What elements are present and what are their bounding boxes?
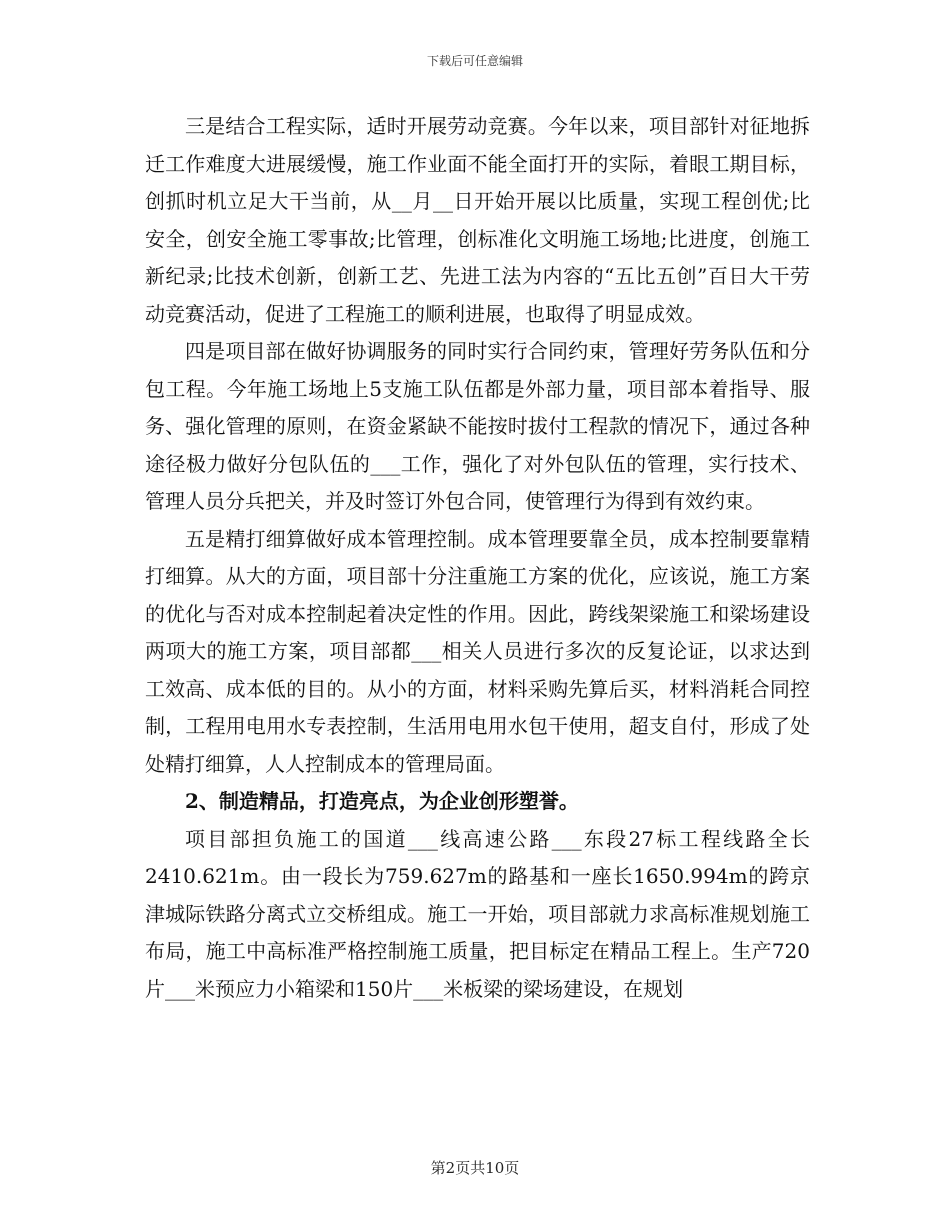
page-footer: 第2页共10页 xyxy=(430,1159,520,1177)
document-body xyxy=(145,108,810,1008)
paragraph-contract-management: 四是项目部在做好协调服务的同时实行合同约束，管理好劳务队伍和分包工程。今年施工场地上5支施工队伍都是外部力量，项目部本着指导、服务、强化管理的原则，在资金紧缺不能按时拔付工程款的情况下，通过各种途径极力做好分包队伍的___工作，强化了对外包队伍的管理，实行技术、管理人员分兵把关，并及时签订外包合同，使管理行为得到有效约束。 xyxy=(145,339,810,513)
page-header: 下载后可任意编辑 xyxy=(426,54,523,68)
paragraph-project-overview: 项目部担负施工的国道___线高速公路___东段27标工程线路全长2410.621m。由一段长为759.627m的路基和一座长1650.994m的跨京津城际铁路分离式立交桥组成。施工一开始，项目部就力求高标准规划施工布局，施工中高标准严格控制施工质量，把目标定在精品工程上。生产720片___米预应力小箱梁和150片___米板梁的梁场建设，在规划 xyxy=(145,826,810,1001)
section-heading: 2、制造精品，打造亮点，为企业创形塑誉。 xyxy=(185,789,579,813)
paragraph-labor-competition: 三是结合工程实际，适时开展劳动竞赛。今年以来，项目部针对征地拆迁工作难度大进展缓慢，施工作业面不能全面打开的实际，着眼工期目标，创抓时机立足大干当前，从__月__日开始开展以比质量，实现工程创优;比安全，创安全施工零事故;比管理，创标准化文明施工场地;比进度，创施工新纪录;比技术创新，创新工艺、先进工法为内容的“五比五创”百日大干劳动竞赛活动，促进了工程施工的顺利进展，也取得了明显成效。 xyxy=(145,114,810,326)
paragraph-cost-control: 五是精打细算做好成本管理控制。成本管理要靠全员，成本控制要靠精打细算。从大的方面，项目部十分注重施工方案的优化，应该说，施工方案的优化与否对成本控制起着决定性的作用。因此，跨线架梁施工和梁场建设两项大的施工方案，项目部都___相关人员进行多次的反复论证，以求达到工效高、成本低的目的。从小的方面，材料采购先算后买，材料消耗合同控制，工程用电用水专表控制，生活用电用水包干使用，超支自付，形成了处处精打细算，人人控制成本的管理局面。 xyxy=(145,526,810,776)
